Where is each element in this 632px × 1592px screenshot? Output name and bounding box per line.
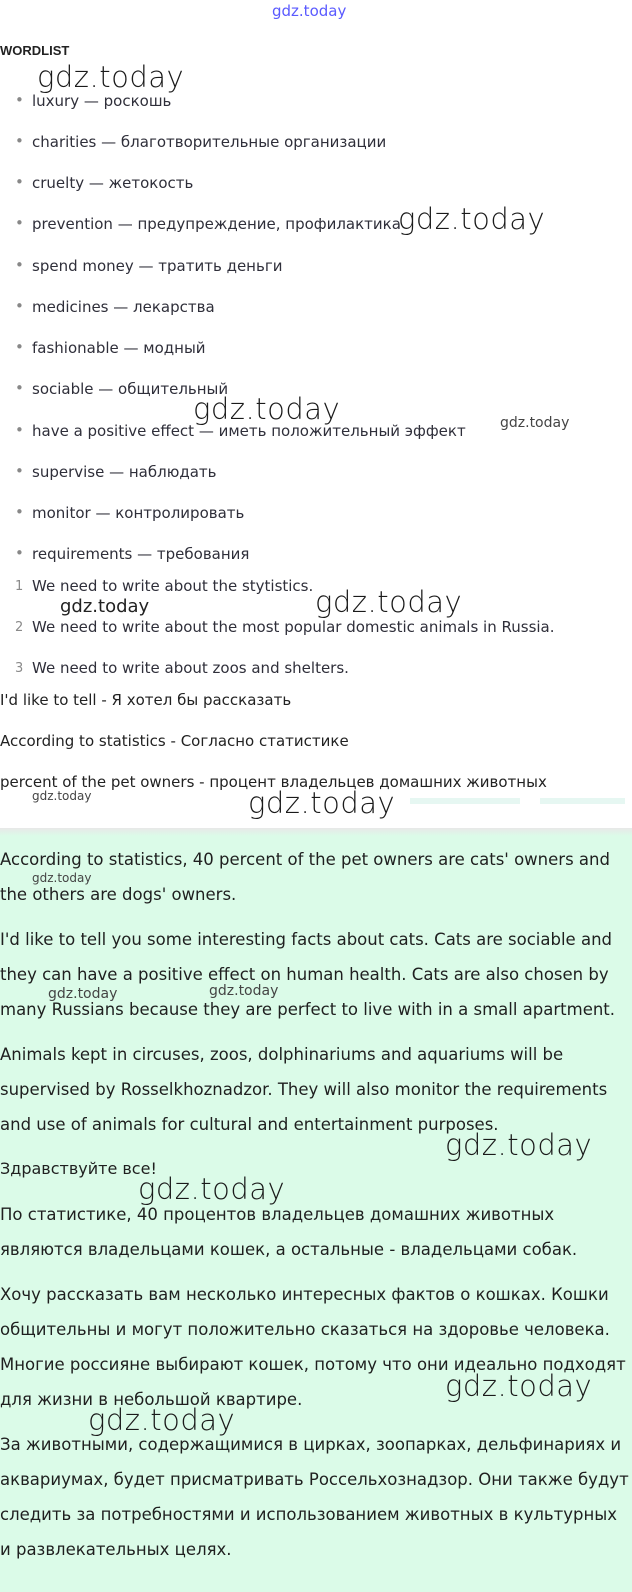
list-item: charities — благотворительные организации xyxy=(32,133,387,151)
list-item: sociable — общительный xyxy=(32,380,229,398)
bullet-icon: • xyxy=(15,421,24,439)
list-item: prevention — предупреждение, профилактика xyxy=(32,215,401,233)
bullet-icon: • xyxy=(15,173,24,191)
bullet-icon: • xyxy=(15,338,24,356)
wordlist-title: WORDLIST xyxy=(0,43,70,58)
list-item: monitor — контролировать xyxy=(32,504,245,522)
watermark: gdz.today xyxy=(37,60,185,94)
list-item: have a positive effect — иметь положительный эффект xyxy=(32,422,466,440)
watermark: gdz.today xyxy=(248,786,396,820)
answer-paragraph-ru: За животными, содержащимися в цирках, зоопарках, дельфинариях и аквариумах, будет присматривать Россельхознадзор. Они также будут следить за потребностями и использованием животных в культурных и развлекательных целях. xyxy=(0,1435,629,1559)
task-number: 1 xyxy=(15,579,24,594)
task-number: 3 xyxy=(15,661,24,676)
list-item: fashionable — модный xyxy=(32,339,206,357)
bullet-icon: • xyxy=(15,544,24,562)
list-item: requirements — требования xyxy=(32,545,250,563)
answer-paragraph-ru: По статистике, 40 процентов владельцев домашних животных являются владельцами кошек, а остальные - владельцами собак. xyxy=(0,1205,578,1259)
bullet-icon: • xyxy=(15,379,24,397)
phrase: percent of the pet owners - процент владельцев домашних животных xyxy=(0,773,547,791)
list-item: cruelty — жетокость xyxy=(32,174,194,192)
task-number: 2 xyxy=(15,620,24,635)
watermark: gdz.today xyxy=(138,1172,286,1206)
watermark: gdz.today xyxy=(193,392,341,426)
bullet-icon: • xyxy=(15,132,24,150)
watermark: gdz.today xyxy=(315,585,463,619)
answer-paragraph: According to statistics, 40 percent of the pet owners are cats' owners and the others are dogs' owners. xyxy=(0,850,610,904)
answer-paragraph: I'd like to tell you some interesting facts about cats. Cats are sociable and they can have a positive effect on human health. Cats are also chosen by many Russians because they are perfect to live with in a small apartment. xyxy=(0,930,616,1019)
list-item: supervise — наблюдать xyxy=(32,463,217,481)
phrase: I'd like to tell - Я хотел бы рассказать xyxy=(0,691,292,709)
bullet-icon: • xyxy=(15,256,24,274)
watermark: gdz.today xyxy=(32,871,92,885)
bullet-icon: • xyxy=(15,91,24,109)
watermark: gdz.today xyxy=(88,1403,236,1437)
task-text: We need to write about the most popular domestic animals in Russia. xyxy=(32,618,555,636)
answer-paragraph-ru: Хочу рассказать вам несколько интересных фактов о кошках. Кошки общительны и могут положительно сказаться на здоровье человека. Многие россияне выбирают кошек, потому что они идеально подходят для жизни в небольшой квартире. xyxy=(0,1285,626,1409)
watermark: gdz.today xyxy=(500,415,570,431)
watermark: gdz.today xyxy=(445,1369,593,1403)
highlight-glint xyxy=(540,798,625,804)
phrase: According to statistics - Согласно статистике xyxy=(0,732,349,750)
list-item: medicines — лекарства xyxy=(32,298,215,316)
watermark: gdz.today xyxy=(398,202,546,236)
greeting: Здравствуйте все! xyxy=(0,1159,157,1178)
bullet-icon: • xyxy=(15,297,24,315)
bullet-icon: • xyxy=(15,462,24,480)
watermark: gdz.today xyxy=(60,596,150,617)
watermark: gdz.today xyxy=(32,789,92,803)
panel-divider xyxy=(0,828,632,836)
bullet-icon: • xyxy=(15,503,24,521)
highlight-glint xyxy=(410,798,520,804)
header-watermark[interactable]: gdz.today xyxy=(272,2,347,20)
watermark: gdz.today xyxy=(209,983,279,999)
list-item: spend money — тратить деньги xyxy=(32,257,283,275)
bullet-icon: • xyxy=(15,214,24,232)
watermark: gdz.today xyxy=(445,1128,593,1162)
task-text: We need to write about the stytistics. xyxy=(32,577,314,595)
watermark: gdz.today xyxy=(48,986,118,1002)
list-item: luxury — роскошь xyxy=(32,92,172,110)
answer-paragraph: Animals kept in circuses, zoos, dolphinariums and aquariums will be supervised by Rosselkhoznadzor. They will also monitor the requirements and use of animals for cultural and entertainment purposes. xyxy=(0,1045,608,1134)
task-text: We need to write about zoos and shelters. xyxy=(32,659,349,677)
